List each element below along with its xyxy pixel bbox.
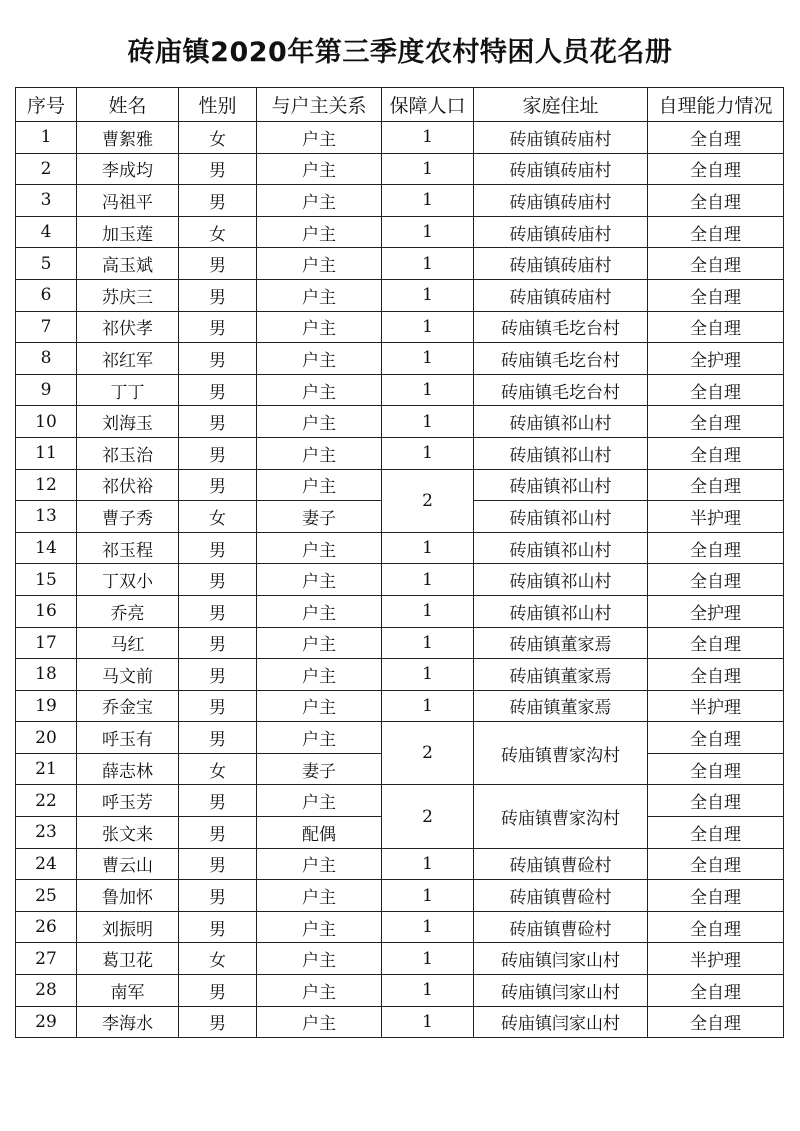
cell-relation: 户主: [257, 469, 382, 501]
cell-ability: 全自理: [648, 753, 784, 785]
cell-people: 1: [382, 595, 474, 627]
cell-index: 14: [16, 532, 77, 564]
cell-index: 27: [16, 943, 77, 975]
cell-address: 砖庙镇祁山村: [474, 532, 648, 564]
table-row: [16, 975, 784, 1007]
cell-address: 砖庙镇砖庙村: [474, 153, 648, 185]
cell-index: 26: [16, 911, 77, 943]
table-row: [16, 185, 784, 217]
table-row: [16, 880, 784, 912]
cell-sex: 男: [179, 343, 257, 375]
table-row: [16, 785, 784, 817]
cell-name: 南军: [77, 975, 179, 1007]
cell-ability: 全自理: [648, 975, 784, 1007]
cell-index: 19: [16, 690, 77, 722]
cell-relation: 户主: [257, 311, 382, 343]
cell-people: 1: [382, 627, 474, 659]
cell-ability: 半护理: [648, 501, 784, 533]
cell-name: 加玉莲: [77, 216, 179, 248]
cell-relation: 户主: [257, 595, 382, 627]
cell-relation: 户主: [257, 943, 382, 975]
cell-name: 葛卫花: [77, 943, 179, 975]
cell-people: 1: [382, 406, 474, 438]
cell-address: 砖庙镇砖庙村: [474, 122, 648, 154]
table-row: [16, 659, 784, 691]
cell-address: 砖庙镇董家焉: [474, 627, 648, 659]
cell-ability: 全自理: [648, 374, 784, 406]
roster-body: [16, 122, 784, 1038]
col-header-ability: 自理能力情况: [648, 88, 784, 122]
cell-index: 25: [16, 880, 77, 912]
table-row: [16, 943, 784, 975]
cell-sex: 女: [179, 753, 257, 785]
cell-address: 砖庙镇曹硷村: [474, 880, 648, 912]
cell-name: 祁伏裕: [77, 469, 179, 501]
cell-relation: 户主: [257, 564, 382, 596]
cell-people: 1: [382, 880, 474, 912]
cell-ability: 全自理: [648, 564, 784, 596]
cell-relation: 户主: [257, 343, 382, 375]
cell-ability: 全护理: [648, 595, 784, 627]
cell-address: 砖庙镇毛圪台村: [474, 374, 648, 406]
cell-address: 砖庙镇董家焉: [474, 659, 648, 691]
cell-people: 2: [382, 785, 474, 848]
header-row: [16, 88, 784, 122]
cell-ability: 全自理: [648, 185, 784, 217]
cell-index: 1: [16, 122, 77, 154]
cell-ability: 半护理: [648, 690, 784, 722]
cell-people: 1: [382, 532, 474, 564]
cell-sex: 女: [179, 122, 257, 154]
cell-sex: 男: [179, 722, 257, 754]
cell-index: 12: [16, 469, 77, 501]
cell-ability: 全自理: [648, 216, 784, 248]
cell-people: 1: [382, 279, 474, 311]
cell-ability: 全自理: [648, 785, 784, 817]
cell-relation: 户主: [257, 911, 382, 943]
table-row: [16, 595, 784, 627]
cell-address: 砖庙镇砖庙村: [474, 248, 648, 280]
cell-sex: 女: [179, 216, 257, 248]
cell-name: 冯祖平: [77, 185, 179, 217]
cell-name: 丁双小: [77, 564, 179, 596]
cell-people: 1: [382, 374, 474, 406]
cell-ability: 全自理: [648, 911, 784, 943]
cell-relation: 户主: [257, 722, 382, 754]
cell-people: 2: [382, 469, 474, 532]
col-header-sex: 性别: [179, 88, 257, 122]
cell-index: 28: [16, 975, 77, 1007]
cell-name: 刘海玉: [77, 406, 179, 438]
table-row: [16, 343, 784, 375]
table-row: [16, 469, 784, 501]
cell-index: 29: [16, 1006, 77, 1038]
cell-sex: 男: [179, 1006, 257, 1038]
cell-ability: 全自理: [648, 880, 784, 912]
cell-name: 苏庆三: [77, 279, 179, 311]
table-row: [16, 564, 784, 596]
cell-name: 马文前: [77, 659, 179, 691]
cell-name: 丁丁: [77, 374, 179, 406]
cell-name: 刘振明: [77, 911, 179, 943]
table-row: [16, 279, 784, 311]
cell-name: 高玉斌: [77, 248, 179, 280]
cell-people: 1: [382, 311, 474, 343]
cell-relation: 户主: [257, 785, 382, 817]
document-title: 砖庙镇2020年第三季度农村特困人员花名册: [127, 37, 673, 68]
cell-sex: 男: [179, 848, 257, 880]
table-row: [16, 437, 784, 469]
cell-ability: 全自理: [648, 532, 784, 564]
cell-relation: 妻子: [257, 753, 382, 785]
cell-index: 13: [16, 501, 77, 533]
cell-relation: 户主: [257, 532, 382, 564]
cell-address: 砖庙镇毛圪台村: [474, 311, 648, 343]
cell-index: 5: [16, 248, 77, 280]
cell-index: 20: [16, 722, 77, 754]
cell-index: 8: [16, 343, 77, 375]
cell-address: 砖庙镇祁山村: [474, 564, 648, 596]
col-header-relation: 与户主关系: [257, 88, 382, 122]
col-header-people: 保障人口: [382, 88, 474, 122]
cell-relation: 户主: [257, 153, 382, 185]
cell-relation: 户主: [257, 627, 382, 659]
cell-ability: 全自理: [648, 311, 784, 343]
cell-relation: 户主: [257, 216, 382, 248]
cell-people: 1: [382, 975, 474, 1007]
cell-index: 22: [16, 785, 77, 817]
cell-name: 张文来: [77, 817, 179, 849]
col-header-index: 序号: [16, 88, 77, 122]
cell-index: 6: [16, 279, 77, 311]
cell-name: 呼玉有: [77, 722, 179, 754]
cell-ability: 全自理: [648, 122, 784, 154]
cell-ability: 全自理: [648, 469, 784, 501]
cell-ability: 全自理: [648, 437, 784, 469]
cell-sex: 男: [179, 785, 257, 817]
cell-name: 祁红军: [77, 343, 179, 375]
cell-name: 祁伏孝: [77, 311, 179, 343]
cell-index: 18: [16, 659, 77, 691]
cell-people: 2: [382, 722, 474, 785]
cell-address: 砖庙镇砖庙村: [474, 279, 648, 311]
cell-relation: 户主: [257, 122, 382, 154]
cell-ability: 全护理: [648, 343, 784, 375]
cell-index: 4: [16, 216, 77, 248]
cell-address: 砖庙镇闫家山村: [474, 1006, 648, 1038]
cell-ability: 全自理: [648, 817, 784, 849]
cell-sex: 男: [179, 311, 257, 343]
cell-people: 1: [382, 911, 474, 943]
cell-relation: 户主: [257, 406, 382, 438]
cell-people: 1: [382, 690, 474, 722]
col-header-name: 姓名: [77, 88, 179, 122]
cell-address: 砖庙镇曹硷村: [474, 911, 648, 943]
cell-relation: 户主: [257, 185, 382, 217]
cell-relation: 户主: [257, 437, 382, 469]
table-row: [16, 374, 784, 406]
cell-address: 砖庙镇闫家山村: [474, 975, 648, 1007]
cell-index: 23: [16, 817, 77, 849]
cell-ability: 全自理: [648, 406, 784, 438]
cell-address: 砖庙镇曹家沟村: [474, 785, 648, 848]
table-row: [16, 216, 784, 248]
cell-index: 7: [16, 311, 77, 343]
table-row: [16, 690, 784, 722]
cell-index: 15: [16, 564, 77, 596]
cell-relation: 配偶: [257, 817, 382, 849]
cell-index: 16: [16, 595, 77, 627]
cell-ability: 全自理: [648, 848, 784, 880]
cell-address: 砖庙镇砖庙村: [474, 185, 648, 217]
cell-index: 24: [16, 848, 77, 880]
cell-relation: 户主: [257, 374, 382, 406]
cell-people: 1: [382, 122, 474, 154]
cell-name: 曹子秀: [77, 501, 179, 533]
cell-name: 祁玉治: [77, 437, 179, 469]
cell-sex: 男: [179, 406, 257, 438]
cell-ability: 全自理: [648, 1006, 784, 1038]
cell-sex: 男: [179, 880, 257, 912]
cell-sex: 男: [179, 437, 257, 469]
cell-people: 1: [382, 659, 474, 691]
cell-address: 砖庙镇祁山村: [474, 406, 648, 438]
cell-ability: 全自理: [648, 659, 784, 691]
cell-index: 9: [16, 374, 77, 406]
cell-index: 2: [16, 153, 77, 185]
cell-name: 鲁加怀: [77, 880, 179, 912]
cell-sex: 男: [179, 248, 257, 280]
cell-index: 10: [16, 406, 77, 438]
cell-people: 1: [382, 185, 474, 217]
cell-address: 砖庙镇毛圪台村: [474, 343, 648, 375]
cell-name: 乔金宝: [77, 690, 179, 722]
roster-table: [15, 87, 784, 1038]
cell-index: 3: [16, 185, 77, 217]
cell-name: 祁玉程: [77, 532, 179, 564]
cell-sex: 男: [179, 659, 257, 691]
cell-sex: 男: [179, 564, 257, 596]
cell-people: 1: [382, 216, 474, 248]
cell-sex: 男: [179, 975, 257, 1007]
cell-relation: 户主: [257, 848, 382, 880]
cell-people: 1: [382, 343, 474, 375]
table-row: [16, 248, 784, 280]
cell-address: 砖庙镇董家焉: [474, 690, 648, 722]
table-row: [16, 1006, 784, 1038]
cell-address: 砖庙镇闫家山村: [474, 943, 648, 975]
cell-name: 乔亮: [77, 595, 179, 627]
cell-relation: 妻子: [257, 501, 382, 533]
cell-address: 砖庙镇曹硷村: [474, 848, 648, 880]
cell-sex: 男: [179, 817, 257, 849]
table-row: [16, 532, 784, 564]
cell-sex: 男: [179, 279, 257, 311]
cell-ability: 全自理: [648, 153, 784, 185]
cell-sex: 男: [179, 374, 257, 406]
cell-relation: 户主: [257, 248, 382, 280]
cell-sex: 男: [179, 469, 257, 501]
cell-relation: 户主: [257, 975, 382, 1007]
cell-sex: 男: [179, 595, 257, 627]
cell-address: 砖庙镇曹家沟村: [474, 722, 648, 785]
table-row: [16, 122, 784, 154]
table-row: [16, 406, 784, 438]
cell-sex: 男: [179, 690, 257, 722]
cell-address: 砖庙镇砖庙村: [474, 216, 648, 248]
cell-address: 砖庙镇祁山村: [474, 437, 648, 469]
cell-sex: 男: [179, 911, 257, 943]
cell-relation: 户主: [257, 659, 382, 691]
cell-ability: 全自理: [648, 279, 784, 311]
cell-address: 砖庙镇祁山村: [474, 595, 648, 627]
cell-name: 薛志林: [77, 753, 179, 785]
cell-people: 1: [382, 848, 474, 880]
cell-index: 21: [16, 753, 77, 785]
cell-relation: 户主: [257, 690, 382, 722]
cell-people: 1: [382, 943, 474, 975]
cell-name: 李成均: [77, 153, 179, 185]
cell-ability: 全自理: [648, 722, 784, 754]
cell-people: 1: [382, 1006, 474, 1038]
cell-relation: 户主: [257, 880, 382, 912]
cell-people: 1: [382, 564, 474, 596]
cell-ability: 全自理: [648, 248, 784, 280]
cell-sex: 男: [179, 185, 257, 217]
table-row: [16, 311, 784, 343]
cell-index: 11: [16, 437, 77, 469]
cell-sex: 男: [179, 627, 257, 659]
cell-name: 曹云山: [77, 848, 179, 880]
cell-sex: 男: [179, 153, 257, 185]
cell-address: 砖庙镇祁山村: [474, 501, 648, 533]
cell-sex: 男: [179, 532, 257, 564]
cell-relation: 户主: [257, 1006, 382, 1038]
cell-name: 呼玉芳: [77, 785, 179, 817]
col-header-address: 家庭住址: [474, 88, 648, 122]
cell-address: 砖庙镇祁山村: [474, 469, 648, 501]
cell-ability: 半护理: [648, 943, 784, 975]
cell-name: 李海水: [77, 1006, 179, 1038]
cell-sex: 女: [179, 943, 257, 975]
table-row: [16, 627, 784, 659]
cell-name: 曹絮雅: [77, 122, 179, 154]
table-row: [16, 153, 784, 185]
cell-name: 马红: [77, 627, 179, 659]
table-row: [16, 911, 784, 943]
cell-ability: 全自理: [648, 627, 784, 659]
cell-people: 1: [382, 248, 474, 280]
cell-sex: 女: [179, 501, 257, 533]
table-row: [16, 848, 784, 880]
cell-people: 1: [382, 437, 474, 469]
table-row: [16, 722, 784, 754]
cell-index: 17: [16, 627, 77, 659]
cell-people: 1: [382, 153, 474, 185]
cell-relation: 户主: [257, 279, 382, 311]
